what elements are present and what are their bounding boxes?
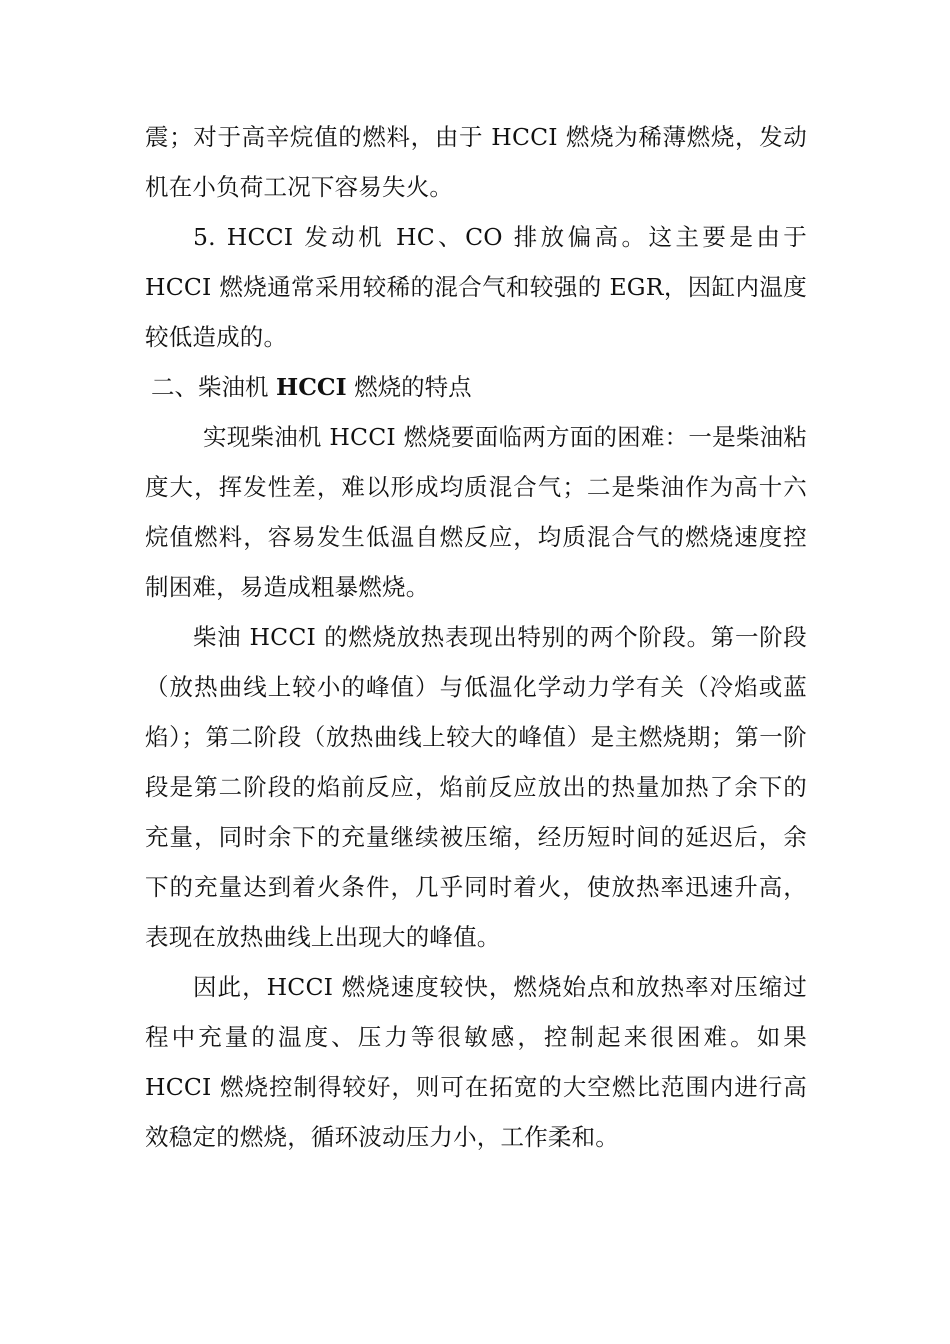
- document-page: [145, 112, 807, 1162]
- section-heading: [145, 362, 807, 412]
- paragraph-continuation: 震；对于高辛烷值的燃料，由于 HCCI 燃烧为稀薄燃烧，发动机在小负荷工况下容易失火。: [145, 123, 807, 201]
- paragraph-conclusion: 因此，HCCI 燃烧速度较快，燃烧始点和放热率对压缩过程中充量的温度、压力等很敏感，控制起来很困难。如果 HCCI 燃烧控制得较好，则可在拓宽的大空燃比范围内进行高效稳定的燃烧，循环波动压力小，工作柔和。: [145, 973, 807, 1151]
- heading-suffix: 燃烧的特点: [346, 373, 472, 401]
- heading-prefix: 二、柴油机: [151, 373, 276, 401]
- heading-bold-term: HCCI: [275, 373, 347, 401]
- paragraph-two-stages: 柴油 HCCI 的燃烧放热表现出特别的两个阶段。第一阶段（放热曲线上较小的峰值）与低温化学动力学有关（冷焰或蓝焰）；第二阶段（放热曲线上较大的峰值）是主燃烧期；第一阶段是第二阶段的焰前反应，焰前反应放出的热量加热了余下的充量，同时余下的充量继续被压缩，经历短时间的延迟后，余下的充量达到着火条件，几乎同时着火，使放热率迅速升高，表现在放热曲线上出现大的峰值。: [145, 623, 807, 951]
- paragraph-difficulties: 实现柴油机 HCCI 燃烧要面临两方面的困难：一是柴油粘度大，挥发性差，难以形成均质混合气；二是柴油作为高十六烷值燃料，容易发生低温自燃反应，均质混合气的燃烧速度控制困难，易造成粗暴燃烧。: [145, 423, 807, 601]
- paragraph-item-5: 5. HCCI 发动机 HC、CO 排放偏高。这主要是由于 HCCI 燃烧通常采用较稀的混合气和较强的 EGR，因缸内温度较低造成的。: [145, 223, 807, 351]
